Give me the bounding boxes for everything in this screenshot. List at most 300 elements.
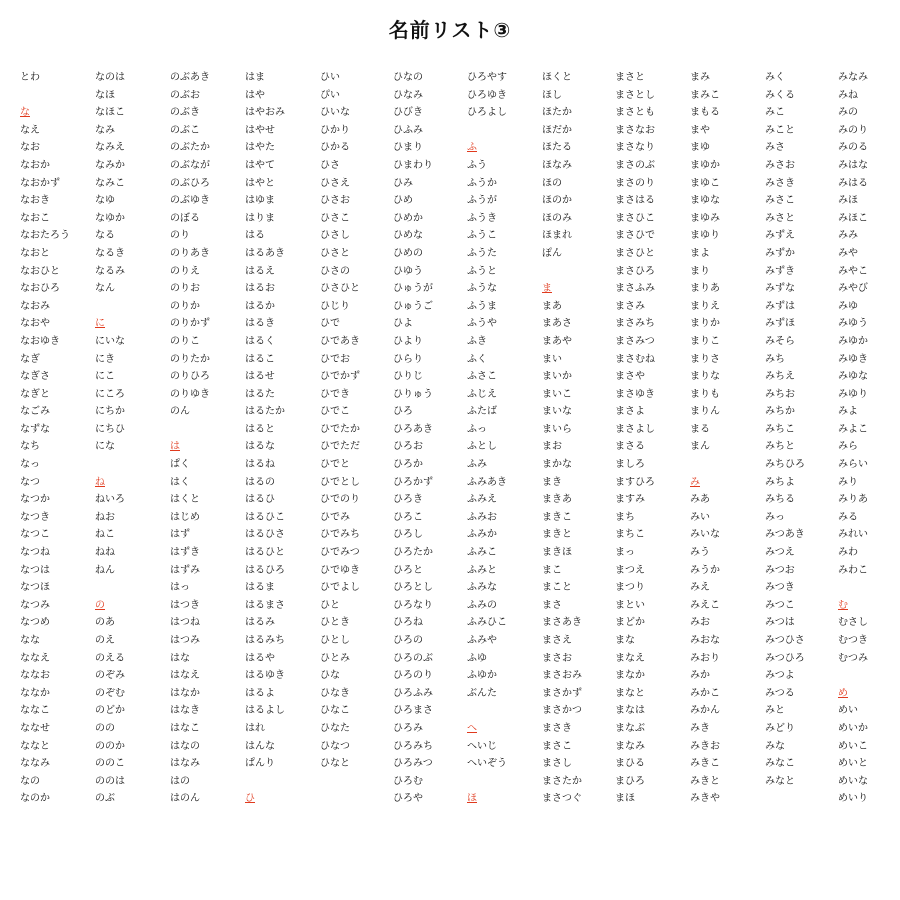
name-entry: ほだか: [542, 124, 572, 136]
name-entry: ねん: [95, 564, 115, 576]
name-entry: まさむね: [615, 353, 655, 365]
name-entry: みさき: [765, 177, 795, 189]
name-entry: なみえ: [95, 142, 125, 154]
name-entry: まいな: [542, 406, 572, 418]
name-entry: はず: [170, 529, 190, 541]
name-entry: まお: [542, 441, 562, 453]
name-entry: はると: [245, 423, 275, 435]
name-entry: みつき: [765, 582, 795, 594]
name-entry: みゆな: [838, 371, 868, 383]
name-entry: なゆ: [95, 195, 115, 207]
name-entry: ひみ: [393, 177, 413, 189]
name-entry: ふうま: [467, 300, 497, 312]
name-entry: はんな: [245, 740, 275, 752]
name-entry: まよ: [690, 247, 710, 259]
name-entry: まさひで: [615, 230, 655, 242]
name-entry: なゆか: [95, 212, 125, 224]
name-entry: ふゆか: [467, 670, 497, 682]
name-entry: まる: [690, 423, 710, 435]
name-entry: まや: [690, 124, 710, 136]
name-entry: とわ: [20, 72, 40, 83]
name-entry: ひろかず: [393, 476, 433, 488]
name-entry: まっ: [615, 547, 635, 559]
name-entry: ねこ: [95, 529, 115, 541]
name-entry: なずな: [20, 423, 50, 435]
name-entry: ひりゅう: [393, 388, 433, 400]
name-entry: まどか: [615, 617, 645, 629]
name-entry: まさよ: [615, 406, 645, 418]
name-entry: ののは: [95, 775, 125, 787]
name-entry: なつみ: [20, 599, 50, 611]
kana-section-header: ね: [95, 476, 105, 488]
name-entry: まりこ: [690, 335, 720, 347]
name-entry: なおみ: [20, 300, 50, 312]
name-entry: [690, 456, 766, 474]
name-entry: みう: [690, 547, 710, 559]
name-entry: みなと: [765, 775, 795, 787]
name-entry: はるみ: [245, 617, 275, 629]
name-entry: のぶお: [170, 89, 200, 101]
name-entry: はるせ: [245, 371, 275, 383]
name-entry: みゆか: [838, 335, 868, 347]
name-entry: ふみと: [467, 564, 497, 576]
name-entry: みずき: [765, 265, 795, 277]
name-entry: はるか: [245, 300, 275, 312]
name-entry: みきと: [690, 775, 720, 787]
name-entry: ひなき: [320, 687, 350, 699]
name-entry: みいな: [690, 529, 720, 541]
name-entry: なつほ: [20, 582, 50, 594]
kana-section-header: な: [20, 107, 30, 119]
name-entry: まさかず: [542, 687, 582, 699]
name-entry: ひろの: [393, 635, 423, 646]
name-entry: ひな: [320, 670, 340, 682]
name-entry: ののこ: [95, 758, 125, 770]
name-entry: ふみひこ: [467, 617, 507, 629]
name-entry: めいこ: [838, 740, 868, 752]
name-entry: まきと: [542, 529, 572, 541]
name-entry: みみ: [838, 230, 858, 242]
name-entry: まあ: [542, 300, 562, 312]
name-entry: みお: [690, 617, 710, 629]
name-entry: なな: [20, 635, 40, 646]
name-entry: みうか: [690, 564, 720, 576]
name-entry: まこ: [542, 564, 562, 576]
name-entry: なつか: [20, 494, 50, 506]
name-entry: まきほ: [542, 547, 572, 559]
name-entry: なつは: [20, 564, 50, 576]
name-entry: ひじり: [320, 300, 350, 312]
name-entry: ひでみち: [320, 529, 360, 541]
name-entry: はやと: [245, 177, 275, 189]
name-entry: へいじ: [467, 740, 497, 752]
name-entry: ふうな: [467, 283, 497, 295]
name-entry: なつこ: [20, 529, 50, 541]
name-entry: まさみち: [615, 318, 655, 330]
name-entry: みきや: [690, 793, 720, 805]
name-entry: まい: [542, 353, 562, 365]
name-entry: ひなみ: [393, 89, 423, 101]
name-entry: みつよ: [765, 670, 795, 682]
name-entry: [20, 87, 96, 105]
name-entry: みほ: [838, 195, 858, 207]
name-entry: みのり: [838, 124, 868, 136]
name-entry: みつひろ: [765, 652, 805, 664]
name-entry: みきお: [690, 740, 720, 752]
name-entry: なおや: [20, 318, 50, 330]
name-entry: にころ: [95, 388, 125, 400]
name-entry: ななお: [20, 670, 50, 682]
name-entry: みずか: [765, 247, 795, 259]
name-entry: まゆか: [690, 159, 720, 171]
name-entry: ふみあき: [467, 476, 507, 488]
name-entry: ふみお: [467, 511, 497, 523]
name-entry: まさたか: [542, 775, 582, 787]
name-entry: まさと: [615, 72, 645, 83]
name-entry: ほたる: [542, 142, 572, 154]
name-entry: のぶゆき: [170, 195, 210, 207]
name-entry: なおこ: [20, 212, 50, 224]
name-entry: まん: [690, 441, 710, 453]
kana-section-header: の: [95, 599, 105, 611]
name-entry: ひでただ: [320, 441, 360, 453]
name-entry: みる: [838, 511, 858, 523]
name-entry: はやた: [245, 142, 275, 154]
name-entry: みよこ: [838, 423, 868, 435]
name-entry: まつり: [615, 582, 645, 594]
name-entry: ふうや: [467, 318, 497, 330]
name-entry: まさゆき: [615, 388, 655, 400]
name-entry: ふき: [467, 335, 487, 347]
name-entry: はなき: [170, 705, 200, 717]
name-entry: みき: [690, 722, 710, 734]
name-entry: ななみ: [20, 758, 50, 770]
name-entry: ますひろ: [615, 476, 655, 488]
name-entry: はなか: [170, 687, 200, 699]
name-entry: みりあ: [838, 494, 868, 506]
name-entry: のぶたか: [170, 142, 210, 154]
name-entry: ひでき: [320, 388, 350, 400]
name-entry: にな: [95, 441, 115, 453]
name-entry: みちえ: [765, 371, 795, 383]
name-entry: みわこ: [838, 564, 868, 576]
name-entry: ふうか: [467, 177, 497, 189]
name-entry: みえ: [690, 582, 710, 594]
name-column: [245, 69, 321, 808]
name-entry: ひさと: [320, 247, 350, 259]
name-entry: まあさ: [542, 318, 572, 330]
name-entry: みほこ: [838, 212, 868, 224]
name-entry: はるま: [245, 582, 275, 594]
name-entry: みか: [690, 670, 710, 682]
name-entry: みちよ: [765, 476, 795, 488]
name-entry: なのか: [20, 793, 50, 805]
name-entry: みゆき: [838, 353, 868, 365]
name-entry: のあ: [95, 617, 115, 629]
kana-section-header: ま: [542, 283, 552, 295]
name-entry: ひさお: [320, 195, 350, 207]
name-entry: みやび: [838, 283, 868, 295]
name-entry: なん: [95, 283, 115, 295]
name-entry: ひでかず: [320, 371, 360, 383]
name-entry: ぱく: [170, 459, 190, 471]
name-entry: みずは: [765, 300, 795, 312]
name-entry: はゆま: [245, 195, 275, 207]
name-entry: はつき: [170, 599, 200, 611]
name-entry: ひろみち: [393, 740, 433, 752]
name-entry: みちひろ: [765, 459, 805, 471]
name-entry: ふく: [467, 353, 487, 365]
name-entry: ひさし: [320, 230, 350, 242]
name-entry: なぎと: [20, 388, 50, 400]
name-entry: ほなみ: [542, 159, 572, 171]
name-entry: みり: [838, 476, 858, 488]
name-entry: ふう: [467, 159, 487, 171]
name-entry: まさひと: [615, 247, 655, 259]
name-entry: みゆ: [838, 300, 858, 312]
name-entry: のりたか: [170, 353, 210, 365]
name-entry: ねね: [95, 547, 115, 559]
name-entry: ひめか: [393, 212, 423, 224]
name-entry: [838, 667, 900, 685]
name-entry: まつえ: [615, 564, 645, 576]
name-entry: ぶんた: [467, 687, 497, 699]
name-entry: はる: [245, 230, 265, 242]
name-entry: めいり: [838, 793, 868, 805]
name-entry: はずみ: [170, 564, 200, 576]
name-entry: のりお: [170, 283, 200, 295]
name-entry: まさき: [542, 722, 572, 734]
name-entry: まひる: [615, 758, 645, 770]
name-entry: のぶなが: [170, 159, 210, 171]
name-entry: [95, 579, 171, 597]
name-entry: まさなり: [615, 142, 655, 154]
name-entry: なおき: [20, 195, 50, 207]
name-entry: まきあ: [542, 494, 572, 506]
name-entry: はるまさ: [245, 599, 285, 611]
name-entry: ひらり: [393, 353, 423, 365]
name-entry: のりこ: [170, 335, 200, 347]
name-entry: ひでのり: [320, 494, 360, 506]
name-entry: まなと: [615, 687, 645, 699]
name-entry: ふたば: [467, 406, 497, 418]
name-entry: ひりじ: [393, 371, 423, 383]
name-entry: みずな: [765, 283, 795, 295]
name-entry: なほこ: [95, 107, 125, 119]
name-entry: まさこ: [542, 740, 572, 752]
name-entry: ひろあき: [393, 423, 433, 435]
name-entry: まさひこ: [615, 212, 655, 224]
name-entry: ひゅうご: [393, 300, 433, 312]
name-entry: はくと: [170, 494, 200, 506]
name-entry: まりえ: [690, 300, 720, 312]
name-entry: ひめの: [393, 247, 423, 259]
name-column: [542, 69, 618, 808]
name-entry: まりん: [690, 406, 720, 418]
name-entry: まさなお: [615, 124, 655, 136]
name-entry: ふとし: [467, 441, 497, 453]
name-entry: まさお: [542, 652, 572, 664]
name-entry: ひろね: [393, 617, 423, 629]
name-entry: ひめな: [393, 230, 423, 242]
name-entry: [245, 773, 321, 791]
name-entry: まさる: [615, 441, 645, 453]
name-entry: まゆこ: [690, 177, 720, 189]
name-entry: なの: [20, 775, 40, 787]
name-entry: ひさこ: [320, 212, 350, 224]
name-entry: のえる: [95, 652, 125, 664]
name-entry: のの: [95, 722, 115, 734]
name-entry: まさつぐ: [542, 793, 582, 805]
name-entry: はるあき: [245, 247, 285, 259]
name-entry: ほのか: [542, 195, 572, 207]
name-entry: みつは: [765, 617, 795, 629]
name-entry: みゆう: [838, 318, 868, 330]
name-entry: むさし: [838, 617, 868, 629]
name-entry: なおひろ: [20, 283, 60, 295]
name-entry: みやこ: [838, 265, 868, 277]
name-entry: のりえ: [170, 265, 200, 277]
name-entry: みちと: [765, 441, 795, 453]
name-entry: まりか: [690, 318, 720, 330]
name-entry: ななこ: [20, 705, 50, 717]
name-entry: はな: [170, 652, 190, 664]
kana-section-header: ほ: [467, 793, 477, 805]
name-entry: みつひさ: [765, 635, 805, 646]
name-entry: みくる: [765, 89, 795, 101]
name-entry: みれい: [838, 529, 868, 541]
name-entry: みつえ: [765, 547, 795, 559]
name-entry: ひでとし: [320, 476, 360, 488]
name-entry: ひろのぶ: [393, 652, 433, 664]
name-entry: ふうこ: [467, 230, 497, 242]
name-column: [393, 69, 469, 808]
name-entry: みかん: [690, 705, 720, 717]
name-entry: ねいろ: [95, 494, 125, 506]
name-entry: [542, 263, 618, 281]
name-entry: ひろとし: [393, 582, 433, 594]
name-entry: ひろまさ: [393, 705, 433, 717]
name-entry: ふゆ: [467, 652, 487, 664]
name-entry: ほし: [542, 89, 562, 101]
name-entry: はるえ: [245, 265, 275, 277]
name-entry: はるひさ: [245, 529, 285, 541]
name-entry: みゆり: [838, 388, 868, 400]
name-entry: はるの: [245, 476, 275, 488]
name-entry: はつみ: [170, 635, 200, 646]
name-entry: みや: [838, 247, 858, 259]
name-entry: にちか: [95, 406, 125, 418]
name-entry: みさこ: [765, 195, 795, 207]
name-entry: ひゅうが: [393, 283, 433, 295]
name-entry: みよ: [838, 406, 858, 418]
name-entry: なっ: [20, 459, 40, 471]
name-entry: むつき: [838, 635, 868, 646]
name-entry: [95, 298, 171, 316]
name-entry: ひなの: [393, 72, 423, 83]
name-entry: ひろこ: [393, 511, 423, 523]
name-entry: のぶあき: [170, 72, 210, 83]
name-entry: まさや: [615, 371, 645, 383]
name-column: [320, 69, 396, 773]
name-entry: はるこ: [245, 353, 275, 365]
name-entry: はるゆき: [245, 670, 285, 682]
name-entry: ほくと: [542, 72, 572, 83]
name-entry: なほ: [95, 89, 115, 101]
name-entry: ふみの: [467, 599, 497, 611]
name-entry: ひとし: [320, 635, 350, 646]
kana-section-header: に: [95, 318, 105, 330]
name-entry: はなみ: [170, 758, 200, 770]
name-entry: ののか: [95, 740, 125, 752]
name-entry: みこ: [765, 107, 785, 119]
name-entry: みこと: [765, 124, 795, 136]
name-entry: はじめ: [170, 511, 200, 523]
name-entry: みそら: [765, 335, 795, 347]
name-entry: まさよし: [615, 423, 655, 435]
name-entry: まなは: [615, 705, 645, 717]
name-entry: ますみ: [615, 494, 645, 506]
name-entry: まき: [542, 476, 562, 488]
kana-section-header: め: [838, 687, 848, 699]
name-entry: なおかず: [20, 177, 60, 189]
name-entry: ぽん: [542, 247, 562, 259]
name-entry: ひでこ: [320, 406, 350, 418]
name-entry: ななせ: [20, 722, 50, 734]
name-entry: ひとき: [320, 617, 350, 629]
name-entry: みらい: [838, 459, 868, 471]
name-entry: ひふみ: [393, 124, 423, 136]
name-entry: なるき: [95, 247, 125, 259]
name-entry: まいか: [542, 371, 572, 383]
name-entry: ふっ: [467, 423, 487, 435]
name-entry: ほまれ: [542, 230, 572, 242]
name-entry: ふみか: [467, 529, 497, 541]
name-entry: のどか: [95, 705, 125, 717]
name-entry: みのる: [838, 142, 868, 154]
name-entry: はるお: [245, 283, 275, 295]
name-entry: はるや: [245, 652, 275, 664]
name-entry: はるひと: [245, 547, 285, 559]
name-entry: みら: [838, 441, 858, 453]
name-entry: ほたか: [542, 107, 572, 119]
name-entry: まりな: [690, 371, 720, 383]
name-entry: みかこ: [690, 687, 720, 699]
name-entry: ふみ: [467, 459, 487, 471]
name-entry: ひかり: [320, 124, 350, 136]
name-entry: まさひろ: [615, 265, 655, 277]
name-entry: [467, 773, 543, 791]
kana-section-header: む: [838, 599, 848, 611]
name-entry: ひでたか: [320, 423, 360, 435]
name-entry: はるよし: [245, 705, 285, 717]
name-entry: ひろゆき: [467, 89, 507, 101]
name-entry: はるひ: [245, 494, 275, 506]
name-entry: なおたろう: [20, 230, 70, 242]
name-entry: みちこ: [765, 423, 795, 435]
name-entry: ひとみ: [320, 652, 350, 664]
name-column: [615, 69, 691, 808]
name-entry: まなか: [615, 670, 645, 682]
name-entry: みちお: [765, 388, 795, 400]
name-entry: みと: [765, 705, 785, 717]
name-entry: [95, 456, 171, 474]
name-entry: ほの: [542, 177, 562, 189]
name-entry: なお: [20, 142, 40, 154]
name-entry: ひろのり: [393, 670, 433, 682]
name-entry: みおな: [690, 635, 720, 646]
name-entry: はく: [170, 476, 190, 488]
